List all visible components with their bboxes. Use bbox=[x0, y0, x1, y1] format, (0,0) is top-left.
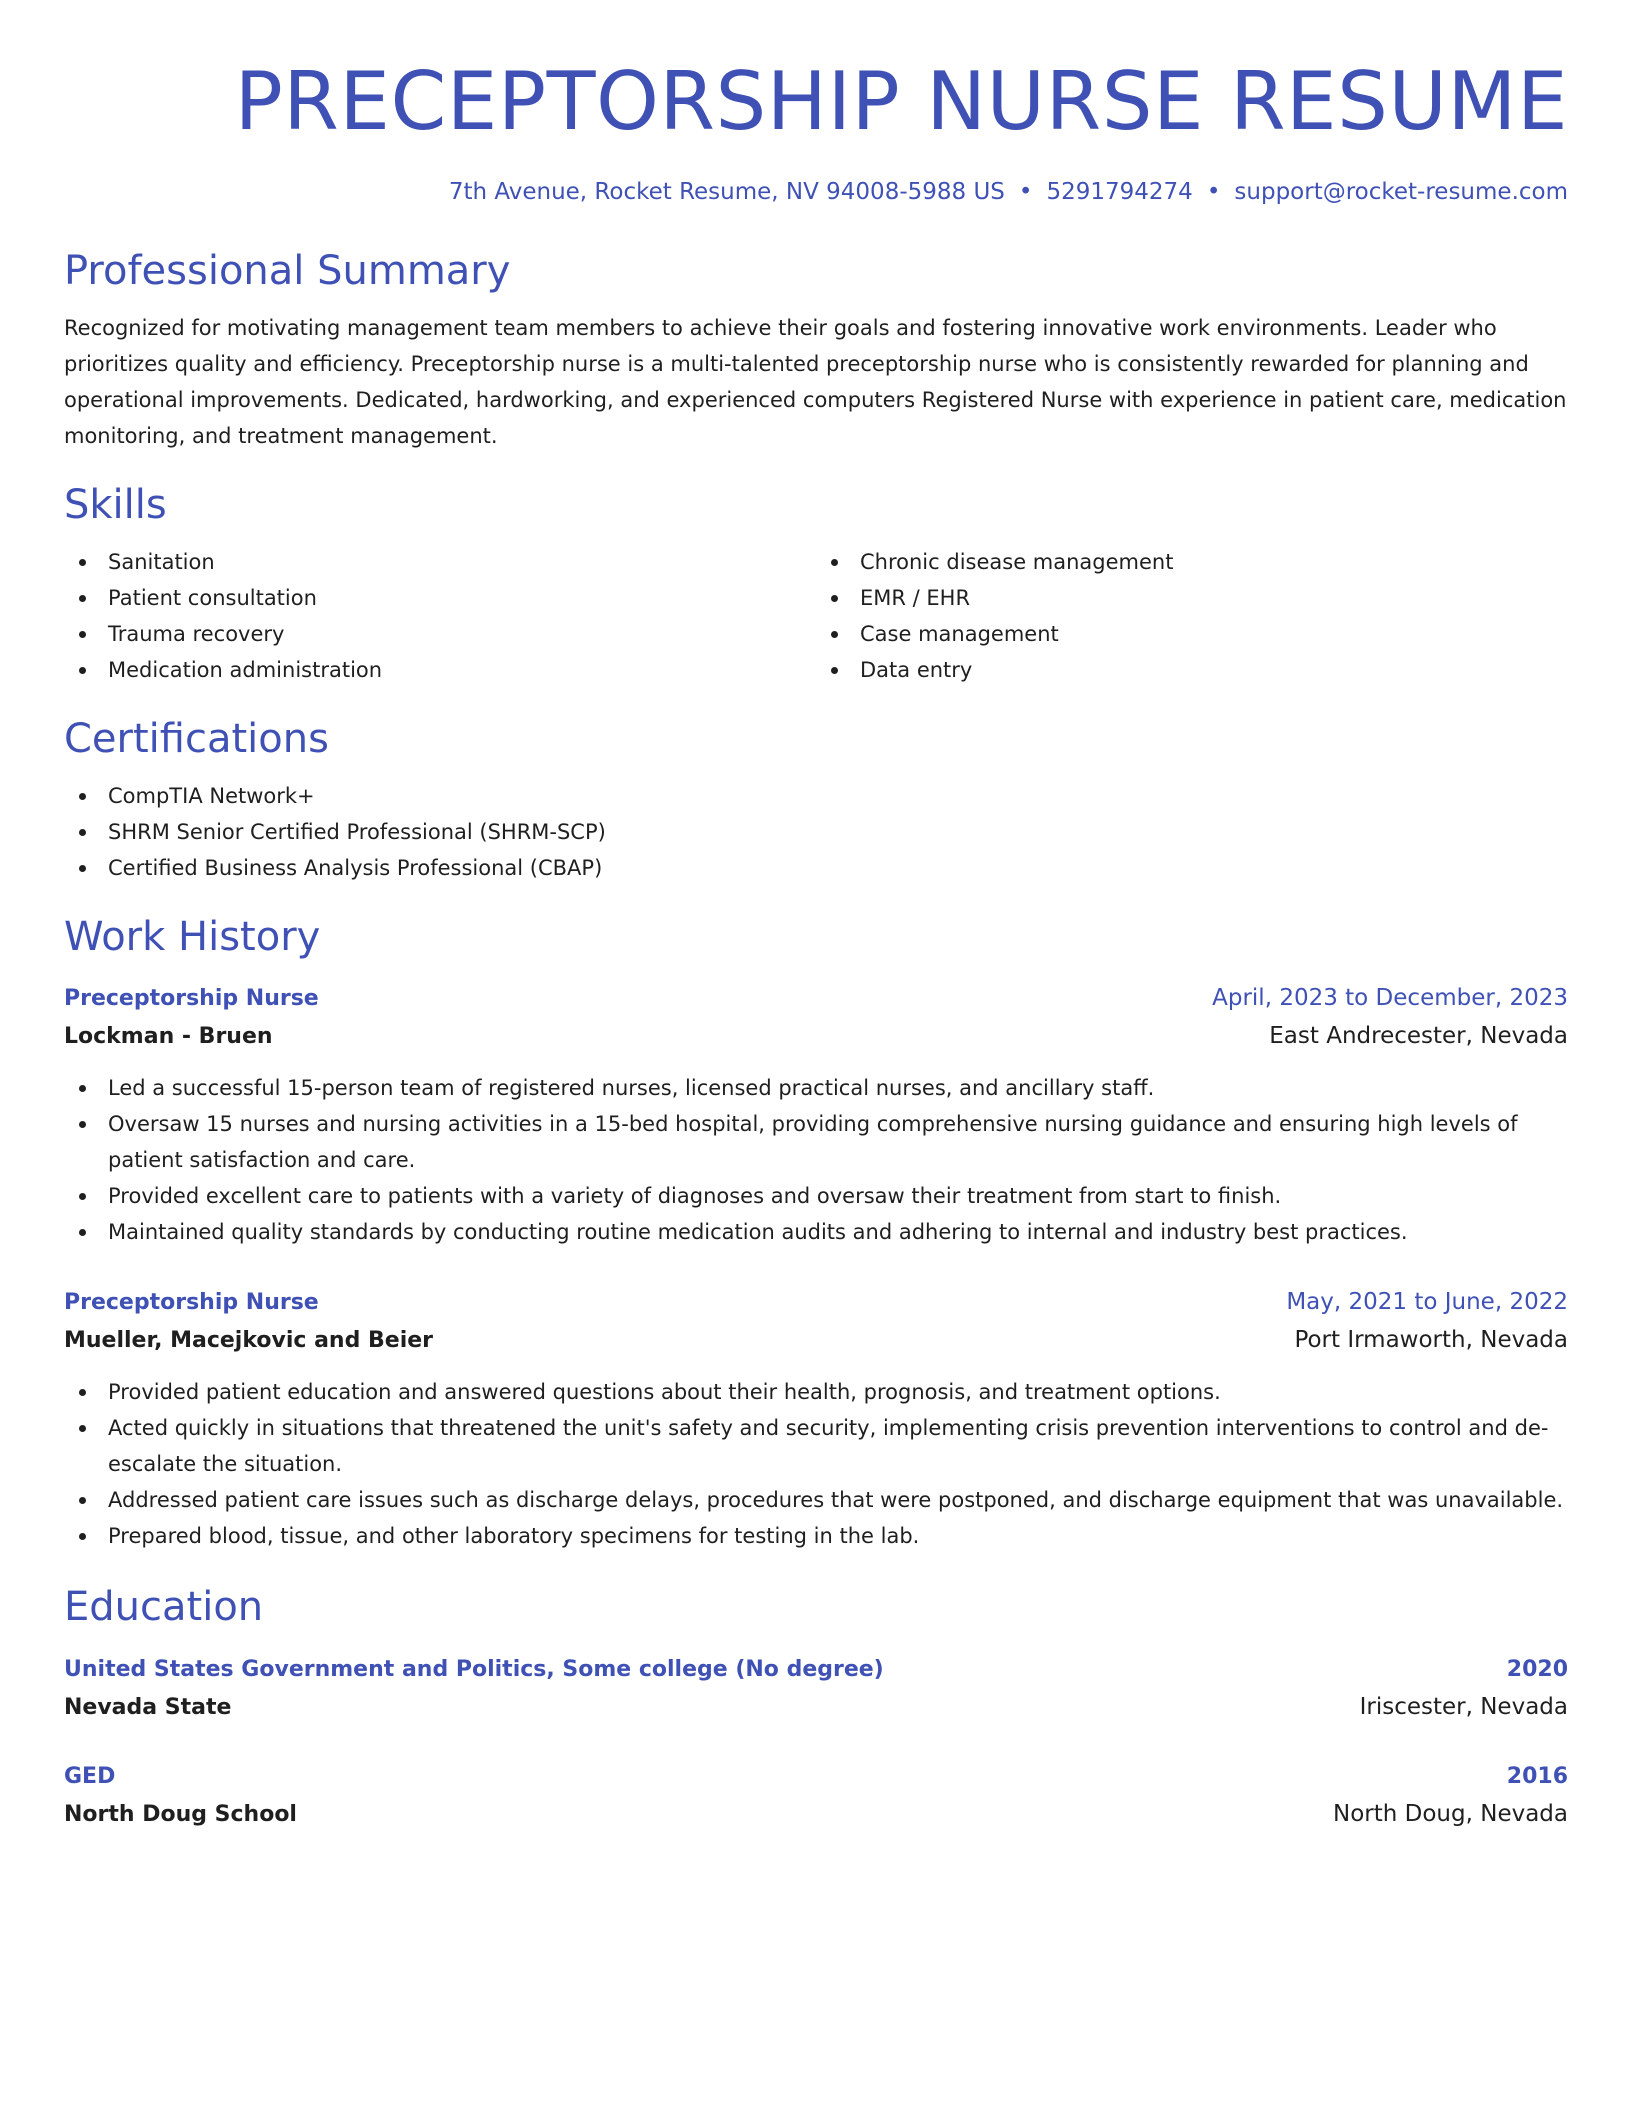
job-bullet: Prepared blood, tissue, and other laboratory specimens for testing in the lab. bbox=[64, 1518, 1568, 1554]
section-title: Certifications bbox=[64, 716, 329, 762]
job-header-row bbox=[64, 1284, 1568, 1321]
section-work-history bbox=[64, 912, 1568, 1554]
certifications-list bbox=[64, 778, 1568, 886]
job-bullet: Led a successful 15-person team of registered nurses, licensed practical nurses, and ancillary staff. bbox=[64, 1070, 1568, 1106]
job-bullets bbox=[64, 1070, 1568, 1250]
section-professional-summary bbox=[64, 246, 1568, 454]
skill-item: Sanitation bbox=[64, 544, 816, 580]
skill-item: Case management bbox=[816, 616, 1568, 652]
certification-item: CompTIA Network+ bbox=[64, 778, 1568, 814]
skill-item: Trauma recovery bbox=[64, 616, 816, 652]
skills-grid bbox=[64, 544, 1568, 688]
certification-item: SHRM Senior Certified Professional (SHRM-SCP) bbox=[64, 814, 1568, 850]
section-certifications bbox=[64, 714, 1568, 886]
job-bullet: Acted quickly in situations that threatened the unit's safety and security, implementing crisis prevention interventions to control and de-escalate the situation. bbox=[64, 1410, 1568, 1482]
education-location: Iriscester, Nevada bbox=[1359, 1694, 1568, 1720]
job-bullet: Addressed patient care issues such as discharge delays, procedures that were postponed, and discharge equipment that was unavailable. bbox=[64, 1482, 1568, 1518]
skill-item: Data entry bbox=[816, 652, 1568, 688]
job-title: Preceptorship Nurse bbox=[64, 1290, 319, 1315]
job-bullet: Maintained quality standards by conducting routine medication audits and adhering to internal and industry best practices. bbox=[64, 1214, 1568, 1250]
job-location: East Andrecester, Nevada bbox=[1269, 1023, 1568, 1049]
skill-item: Patient consultation bbox=[64, 580, 816, 616]
skills-column-right bbox=[816, 544, 1568, 688]
job-dates: May, 2021 to June, 2022 bbox=[1286, 1289, 1568, 1315]
skills-column-left bbox=[64, 544, 816, 688]
education-degree: United States Government and Politics, Some college (No degree) bbox=[64, 1657, 884, 1682]
section-title: Education bbox=[64, 1584, 264, 1630]
education-year: 2020 bbox=[1506, 1657, 1568, 1682]
resume-title: PRECEPTORSHIP NURSE RESUME bbox=[234, 55, 1568, 148]
resume-header bbox=[64, 52, 1568, 208]
job-bullets bbox=[64, 1374, 1568, 1554]
education-school: Nevada State bbox=[64, 1695, 232, 1720]
contact-phone: 5291794274 bbox=[1046, 179, 1193, 205]
job-header-row bbox=[64, 980, 1568, 1017]
section-title: Work History bbox=[64, 914, 321, 960]
contact-separator: • bbox=[1206, 179, 1221, 205]
job-entry bbox=[64, 1284, 1568, 1554]
job-bullet: Oversaw 15 nurses and nursing activities in a 15-bed hospital, providing comprehensive nursing guidance and ensuring high levels of patient satisfaction and care. bbox=[64, 1106, 1568, 1178]
skill-item: Chronic disease management bbox=[816, 544, 1568, 580]
job-bullet: Provided excellent care to patients with a variety of diagnoses and oversaw their treatment from start to finish. bbox=[64, 1178, 1568, 1214]
job-location: Port Irmaworth, Nevada bbox=[1294, 1327, 1568, 1353]
skill-item: EMR / EHR bbox=[816, 580, 1568, 616]
education-school-row bbox=[64, 1688, 1568, 1727]
education-degree: GED bbox=[64, 1764, 116, 1789]
education-entry bbox=[64, 1652, 1568, 1727]
education-year: 2016 bbox=[1506, 1764, 1568, 1789]
section-skills bbox=[64, 480, 1568, 688]
job-company-row bbox=[64, 1321, 1568, 1360]
contact-separator: • bbox=[1018, 179, 1033, 205]
summary-text: Recognized for motivating management team members to achieve their goals and fostering innovative work environments. Leader who prioritizes quality and efficiency. Preceptorship nurse is a multi-talented preceptorship nurse who is consistently rewarded for planning and operational improvements. Dedicated, hardworking, and experienced computers Registered Nurse with experience in patient care, medication monitoring, and treatment management. bbox=[64, 316, 1567, 448]
education-header-row bbox=[64, 1759, 1568, 1795]
job-company: Lockman - Bruen bbox=[64, 1024, 273, 1049]
section-title: Professional Summary bbox=[64, 248, 511, 294]
job-company-row bbox=[64, 1017, 1568, 1056]
job-bullet: Provided patient education and answered questions about their health, prognosis, and treatment options. bbox=[64, 1374, 1568, 1410]
education-entry bbox=[64, 1759, 1568, 1834]
contact-email: support@rocket-resume.com bbox=[1234, 179, 1568, 205]
section-education bbox=[64, 1582, 1568, 1834]
education-school: North Doug School bbox=[64, 1802, 297, 1827]
certification-item: Certified Business Analysis Professional (CBAP) bbox=[64, 850, 1568, 886]
education-location: North Doug, Nevada bbox=[1333, 1801, 1568, 1827]
skill-item: Medication administration bbox=[64, 652, 816, 688]
job-entry bbox=[64, 980, 1568, 1250]
skills-list-left bbox=[64, 544, 816, 688]
skills-list-right bbox=[816, 544, 1568, 688]
contact-address: 7th Avenue, Rocket Resume, NV 94008-5988 US bbox=[448, 179, 1005, 205]
education-school-row bbox=[64, 1795, 1568, 1834]
section-title: Skills bbox=[64, 482, 167, 528]
job-title: Preceptorship Nurse bbox=[64, 986, 319, 1011]
education-header-row bbox=[64, 1652, 1568, 1688]
job-company: Mueller, Macejkovic and Beier bbox=[64, 1328, 434, 1353]
job-dates: April, 2023 to December, 2023 bbox=[1212, 985, 1568, 1011]
contact-line bbox=[64, 176, 1568, 208]
